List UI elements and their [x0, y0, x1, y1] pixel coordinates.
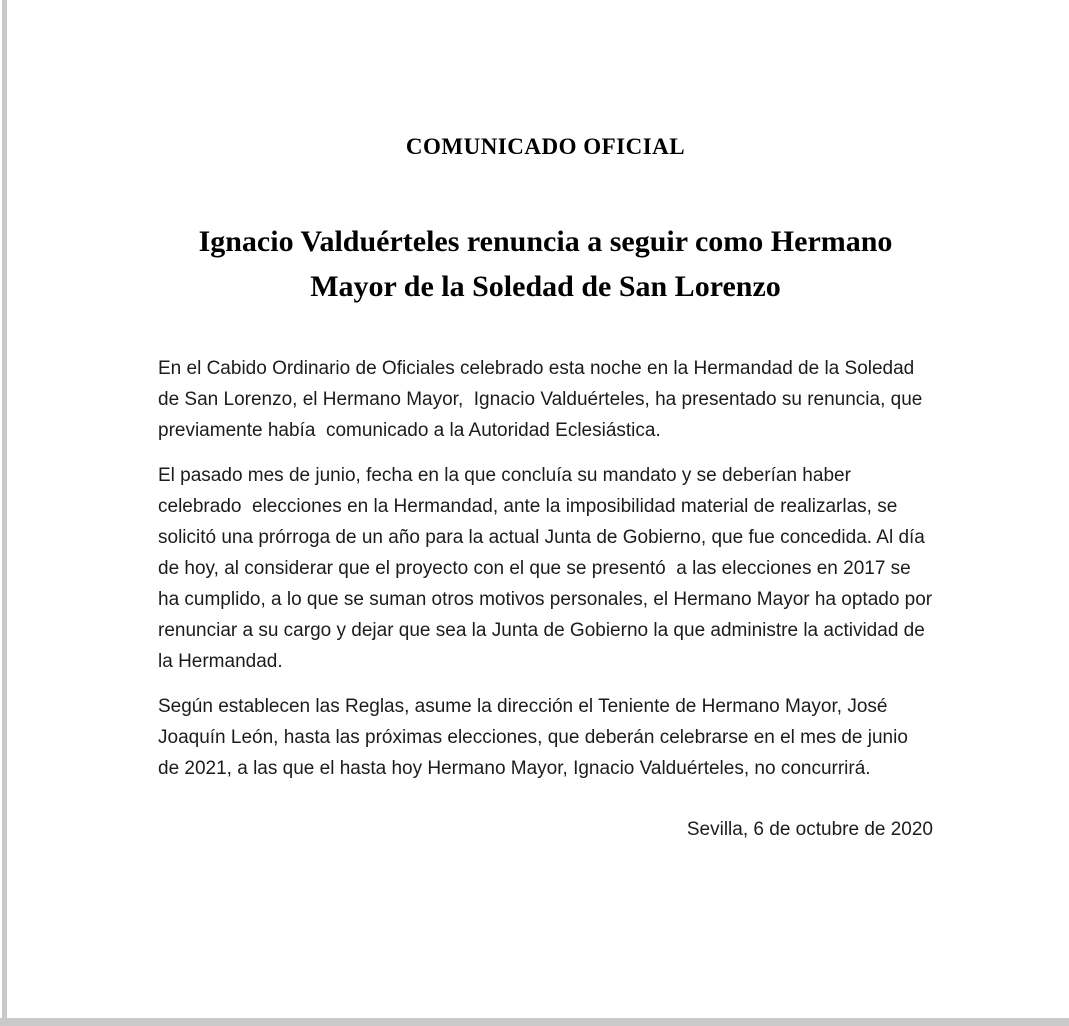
document-title — [158, 219, 933, 309]
document-content — [158, 0, 938, 845]
dateline: Sevilla, 6 de octubre de 2020 — [686, 819, 933, 840]
communique-kicker: COMUNICADO OFICIAL — [405, 134, 686, 159]
document-body — [158, 353, 938, 784]
paragraph-1: En el Cabido Ordinario de Oficiales celebrado esta noche en la Hermandad de la Soledad de San Lorenzo, el Hermano Mayor, Ignacio Valduérteles, ha presentado su renuncia, que previamente había comunicado a la Autoridad Eclesiástica. — [158, 358, 928, 441]
paragraph-3: Según establecen las Reglas, asume la dirección el Teniente de Hermano Mayor, José Joaquín León, hasta las próximas elecciones, que deberán celebrarse en el mes de junio de 2021, a las que el hasta hoy Hermano Mayor, Ignacio Valduérteles, no concurrirá. — [158, 696, 914, 779]
page-left-edge — [2, 0, 7, 1026]
paragraph-2: El pasado mes de junio, fecha en la que concluía su mandato y se deberían haber celebrado elecciones en la Hermandad, ante la imposibilidad material de realizarlas, se solicitó una prórroga de un año para la actual Junta de Gobierno, que fue concedida. Al día de hoy, al considerar que el proyecto con el que se presentó a las elecciones en 2017 se ha cumplido, a lo que se suman otros motivos personales, el Hermano Mayor ha optado por renunciar a su cargo y dejar que sea la Junta de Gobierno la que administre la actividad de la Hermandad. — [158, 465, 938, 672]
document-title-line-1: Ignacio Valduérteles renuncia a seguir como Hermano — [198, 225, 893, 258]
page-bottom-edge — [0, 1018, 1069, 1026]
document-title-line-2: Mayor de la Soledad de San Lorenzo — [310, 270, 781, 303]
